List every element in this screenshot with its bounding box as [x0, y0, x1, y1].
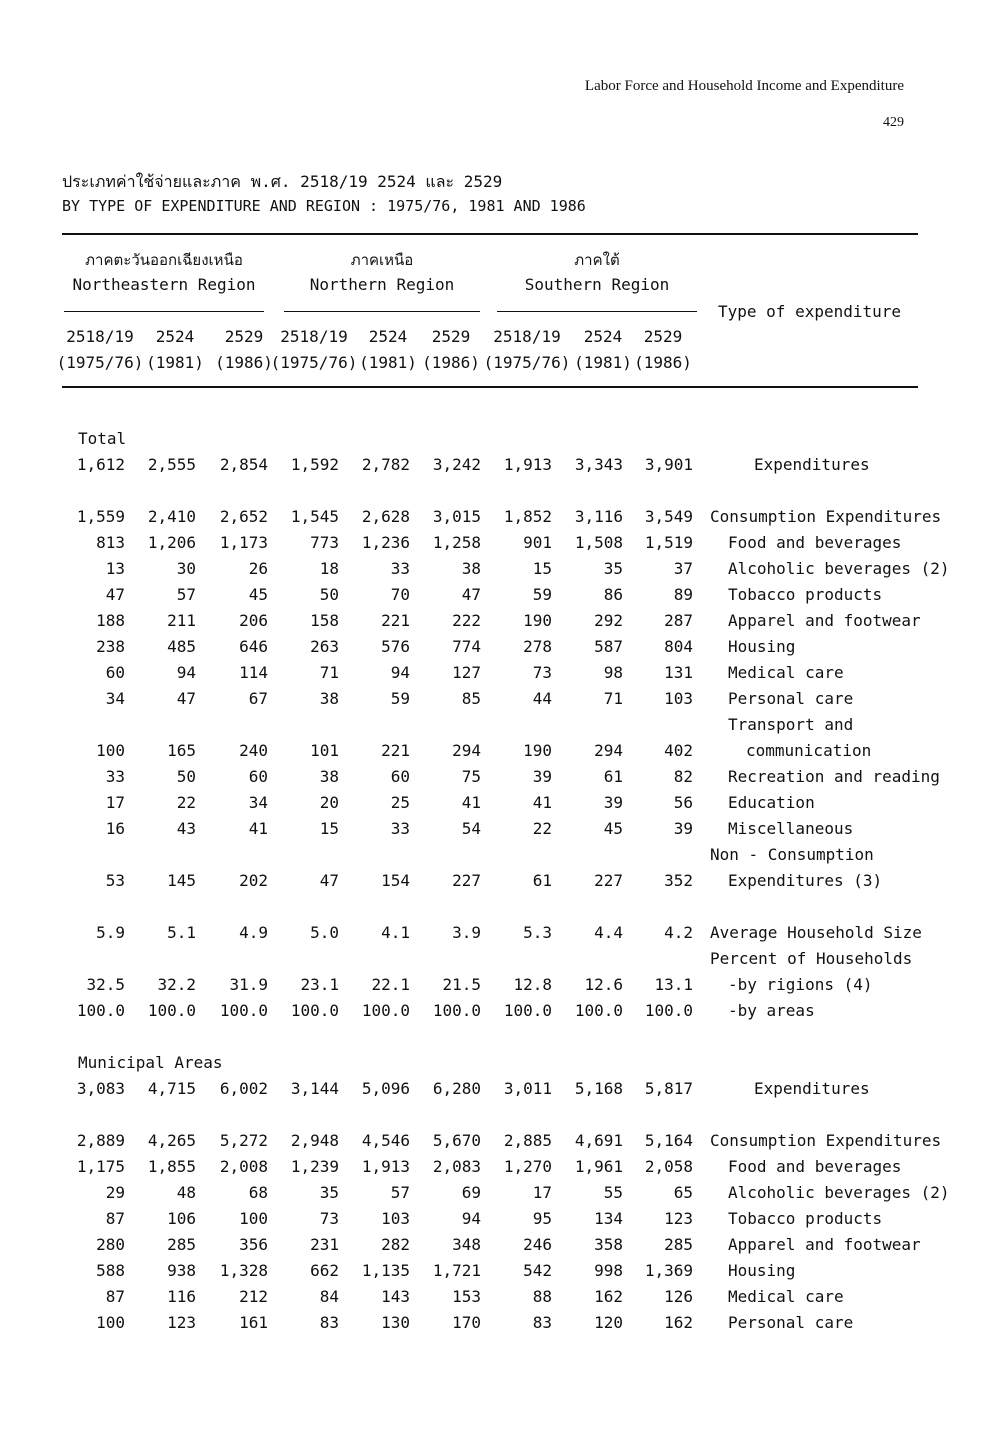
data-cell: 100.0	[361, 1001, 410, 1020]
data-cell: 47	[176, 689, 196, 708]
data-cell: 145	[167, 871, 196, 890]
data-cell: 75	[461, 767, 481, 786]
row-label: Non - Consumption	[710, 845, 874, 864]
data-cell: 71	[319, 663, 339, 682]
row-label: Percent of Households	[710, 949, 913, 968]
data-cell: 13	[105, 559, 125, 578]
data-cell: 41	[532, 793, 552, 812]
data-cell: 35	[319, 1183, 339, 1202]
data-cell: 22	[532, 819, 552, 838]
data-cell: 41	[461, 793, 481, 812]
data-cell: 3,116	[574, 507, 623, 526]
data-cell: 57	[390, 1183, 410, 1202]
data-cell: 294	[452, 741, 481, 760]
year-header-ad: (1981)	[146, 353, 204, 372]
data-cell: 352	[664, 871, 693, 890]
data-cell: 238	[96, 637, 125, 656]
data-cell: 120	[594, 1313, 623, 1332]
data-cell: 123	[167, 1313, 196, 1332]
data-cell: 32.5	[86, 975, 125, 994]
data-cell: 1,612	[76, 455, 125, 474]
year-header: 2518/19	[493, 327, 561, 346]
data-cell: 44	[532, 689, 552, 708]
data-cell: 5,096	[361, 1079, 410, 1098]
data-cell: 100.0	[503, 1001, 552, 1020]
data-cell: 50	[176, 767, 196, 786]
data-cell: 162	[664, 1313, 693, 1332]
data-cell: 3,083	[76, 1079, 125, 1098]
data-cell: 21.5	[442, 975, 481, 994]
data-cell: 3,549	[644, 507, 693, 526]
data-cell: 123	[664, 1209, 693, 1228]
year-header-ad: (1986)	[634, 353, 692, 372]
year-header: 2524	[368, 327, 408, 346]
row-label: Education	[728, 793, 815, 812]
data-cell: 1,519	[644, 533, 693, 552]
data-cell: 161	[239, 1313, 268, 1332]
data-cell: 94	[176, 663, 196, 682]
data-cell: 39	[673, 819, 693, 838]
data-cell: 48	[176, 1183, 196, 1202]
data-cell: 1,559	[76, 507, 125, 526]
row-label: Apparel and footwear	[728, 1235, 921, 1254]
data-cell: 901	[523, 533, 552, 552]
data-cell: 100	[96, 1313, 125, 1332]
region-rule-northern	[284, 311, 480, 312]
data-cell: 87	[105, 1209, 125, 1228]
section-heading: Municipal Areas	[78, 1053, 223, 1072]
data-cell: 202	[239, 871, 268, 890]
data-cell: 1,236	[361, 533, 410, 552]
data-cell: 348	[452, 1235, 481, 1254]
data-cell: 1,913	[361, 1157, 410, 1176]
data-cell: 55	[603, 1183, 623, 1202]
data-cell: 6,280	[432, 1079, 481, 1098]
data-cell: 2,555	[147, 455, 196, 474]
year-header: 2524	[155, 327, 195, 346]
data-cell: 29	[105, 1183, 125, 1202]
data-cell: 1,135	[361, 1261, 410, 1280]
data-cell: 285	[664, 1235, 693, 1254]
data-cell: 2,008	[219, 1157, 268, 1176]
data-cell: 2,652	[219, 507, 268, 526]
data-cell: 23.1	[300, 975, 339, 994]
region-header-english: Northeastern Region	[72, 275, 256, 294]
data-cell: 94	[461, 1209, 481, 1228]
data-cell: 20	[319, 793, 339, 812]
data-cell: 126	[664, 1287, 693, 1306]
data-cell: 65	[673, 1183, 693, 1202]
data-cell: 1,328	[219, 1261, 268, 1280]
data-cell: 84	[319, 1287, 339, 1306]
data-cell: 4.1	[381, 923, 410, 942]
data-cell: 4.4	[594, 923, 623, 942]
data-cell: 190	[523, 611, 552, 630]
data-cell: 292	[594, 611, 623, 630]
region-header-thai: ภาคเหนือ	[350, 251, 414, 269]
table-title-english: BY TYPE OF EXPENDITURE AND REGION : 1975/76, 1981 AND 1986	[62, 197, 586, 215]
data-cell: 2,058	[644, 1157, 693, 1176]
data-cell: 57	[176, 585, 196, 604]
data-cell: 114	[239, 663, 268, 682]
year-header: 2529	[224, 327, 264, 346]
data-cell: 83	[532, 1313, 552, 1332]
data-cell: 100.0	[219, 1001, 268, 1020]
data-cell: 2,410	[147, 507, 196, 526]
data-cell: 154	[381, 871, 410, 890]
data-cell: 100.0	[290, 1001, 339, 1020]
year-header-ad: (1986)	[215, 353, 273, 372]
data-cell: 82	[673, 767, 693, 786]
data-cell: 1,721	[432, 1261, 481, 1280]
data-cell: 3,144	[290, 1079, 339, 1098]
data-cell: 813	[96, 533, 125, 552]
data-cell: 211	[167, 611, 196, 630]
row-label: Medical care	[728, 663, 844, 682]
data-cell: 18	[319, 559, 339, 578]
data-cell: 4.9	[239, 923, 268, 942]
data-cell: 33	[390, 559, 410, 578]
data-cell: 71	[603, 689, 623, 708]
data-cell: 68	[248, 1183, 268, 1202]
data-cell: 1,173	[219, 533, 268, 552]
data-cell: 26	[248, 559, 268, 578]
region-header-thai: ภาคตะวันออกเฉียงเหนือ	[85, 251, 243, 269]
row-label: Recreation and reading	[728, 767, 940, 786]
row-label: -by rigions (4)	[728, 975, 873, 994]
data-cell: 2,782	[361, 455, 410, 474]
row-label: Housing	[728, 637, 796, 656]
data-cell: 127	[452, 663, 481, 682]
data-cell: 1,913	[503, 455, 552, 474]
data-cell: 47	[461, 585, 481, 604]
data-cell: 221	[381, 611, 410, 630]
data-cell: 73	[532, 663, 552, 682]
data-cell: 358	[594, 1235, 623, 1254]
data-cell: 43	[176, 819, 196, 838]
data-cell: 22.1	[371, 975, 410, 994]
row-label: Medical care	[728, 1287, 844, 1306]
data-cell: 100	[239, 1209, 268, 1228]
row-label: Apparel and footwear	[728, 611, 921, 630]
data-cell: 38	[461, 559, 481, 578]
data-cell: 1,852	[503, 507, 552, 526]
data-cell: 5.9	[96, 923, 125, 942]
year-header: 2518/19	[280, 327, 348, 346]
data-cell: 60	[248, 767, 268, 786]
year-header-ad: (1981)	[574, 353, 632, 372]
row-label: Alcoholic beverages (2)	[728, 559, 950, 578]
data-cell: 1,592	[290, 455, 339, 474]
data-cell: 116	[167, 1287, 196, 1306]
data-cell: 143	[381, 1287, 410, 1306]
data-cell: 33	[105, 767, 125, 786]
data-cell: 131	[664, 663, 693, 682]
data-cell: 2,889	[76, 1131, 125, 1150]
data-cell: 485	[167, 637, 196, 656]
data-cell: 4,691	[574, 1131, 623, 1150]
row-label: Expenditures	[754, 455, 870, 474]
data-cell: 50	[319, 585, 339, 604]
region-rule-southern	[497, 311, 697, 312]
data-cell: 100.0	[147, 1001, 196, 1020]
data-cell: 33	[390, 819, 410, 838]
row-label: Average Household Size	[710, 923, 922, 942]
data-cell: 56	[673, 793, 693, 812]
year-header-ad: (1986)	[422, 353, 480, 372]
data-cell: 588	[96, 1261, 125, 1280]
page-number: 429	[883, 115, 904, 130]
data-cell: 576	[381, 637, 410, 656]
data-cell: 47	[319, 871, 339, 890]
data-cell: 2,083	[432, 1157, 481, 1176]
data-cell: 4,546	[361, 1131, 410, 1150]
data-cell: 37	[673, 559, 693, 578]
data-cell: 39	[532, 767, 552, 786]
year-header-ad: (1975/76)	[56, 353, 144, 372]
data-cell: 1,855	[147, 1157, 196, 1176]
data-cell: 41	[248, 819, 268, 838]
data-cell: 38	[319, 689, 339, 708]
data-cell: 61	[603, 767, 623, 786]
row-label: communication	[746, 741, 872, 760]
data-cell: 5,168	[574, 1079, 623, 1098]
data-cell: 83	[319, 1313, 339, 1332]
data-cell: 100.0	[432, 1001, 481, 1020]
data-cell: 1,369	[644, 1261, 693, 1280]
data-cell: 35	[603, 559, 623, 578]
data-cell: 54	[461, 819, 481, 838]
year-header: 2529	[431, 327, 471, 346]
data-cell: 12.8	[513, 975, 552, 994]
data-cell: 88	[532, 1287, 552, 1306]
data-cell: 5,817	[644, 1079, 693, 1098]
data-cell: 100	[96, 741, 125, 760]
data-cell: 231	[310, 1235, 339, 1254]
data-cell: 73	[319, 1209, 339, 1228]
year-header: 2518/19	[66, 327, 134, 346]
data-cell: 4,715	[147, 1079, 196, 1098]
year-header: 2524	[583, 327, 623, 346]
data-cell: 31.9	[229, 975, 268, 994]
row-label: Expenditures	[754, 1079, 870, 1098]
data-cell: 170	[452, 1313, 481, 1332]
data-cell: 2,948	[290, 1131, 339, 1150]
row-label: Food and beverages	[728, 1157, 902, 1176]
data-cell: 100.0	[76, 1001, 125, 1020]
data-cell: 17	[105, 793, 125, 812]
row-label: Consumption Expenditures	[710, 507, 942, 526]
row-label: Personal care	[728, 1313, 854, 1332]
row-label: Food and beverages	[728, 533, 902, 552]
data-cell: 542	[523, 1261, 552, 1280]
row-label: Housing	[728, 1261, 796, 1280]
data-cell: 3,343	[574, 455, 623, 474]
region-rule-northeastern	[64, 311, 264, 312]
data-cell: 53	[105, 871, 125, 890]
data-cell: 100.0	[574, 1001, 623, 1020]
data-cell: 86	[603, 585, 623, 604]
data-cell: 278	[523, 637, 552, 656]
data-cell: 85	[461, 689, 481, 708]
data-cell: 13.1	[654, 975, 693, 994]
data-cell: 5.3	[523, 923, 552, 942]
data-cell: 1,270	[503, 1157, 552, 1176]
data-cell: 158	[310, 611, 339, 630]
data-cell: 130	[381, 1313, 410, 1332]
data-cell: 89	[673, 585, 693, 604]
data-cell: 87	[105, 1287, 125, 1306]
data-cell: 1,961	[574, 1157, 623, 1176]
data-cell: 1,258	[432, 533, 481, 552]
data-cell: 282	[381, 1235, 410, 1254]
type-of-expenditure-header: Type of expenditure	[718, 302, 902, 321]
row-label: Personal care	[728, 689, 854, 708]
data-cell: 61	[532, 871, 552, 890]
data-cell: 60	[105, 663, 125, 682]
data-cell: 1,239	[290, 1157, 339, 1176]
data-cell: 804	[664, 637, 693, 656]
data-cell: 5.1	[167, 923, 196, 942]
row-label: -by areas	[728, 1001, 815, 1020]
data-cell: 222	[452, 611, 481, 630]
data-cell: 246	[523, 1235, 552, 1254]
data-cell: 1,175	[76, 1157, 125, 1176]
data-cell: 774	[452, 637, 481, 656]
row-label: Miscellaneous	[728, 819, 854, 838]
data-cell: 402	[664, 741, 693, 760]
data-cell: 998	[594, 1261, 623, 1280]
data-cell: 263	[310, 637, 339, 656]
data-cell: 67	[248, 689, 268, 708]
data-cell: 69	[461, 1183, 481, 1202]
data-cell: 34	[248, 793, 268, 812]
data-cell: 188	[96, 611, 125, 630]
data-cell: 240	[239, 741, 268, 760]
data-cell: 1,206	[147, 533, 196, 552]
data-cell: 12.6	[584, 975, 623, 994]
data-cell: 134	[594, 1209, 623, 1228]
data-cell: 287	[664, 611, 693, 630]
data-cell: 34	[105, 689, 125, 708]
data-cell: 38	[319, 767, 339, 786]
data-cell: 3,011	[503, 1079, 552, 1098]
row-label: Consumption Expenditures	[710, 1131, 942, 1150]
data-cell: 2,854	[219, 455, 268, 474]
data-cell: 356	[239, 1235, 268, 1254]
data-cell: 6,002	[219, 1079, 268, 1098]
running-head: Labor Force and Household Income and Expenditure	[584, 78, 904, 94]
region-header-thai: ภาคใต้	[574, 251, 620, 269]
data-cell: 227	[594, 871, 623, 890]
data-cell: 165	[167, 741, 196, 760]
year-header-ad: (1981)	[359, 353, 417, 372]
data-cell: 212	[239, 1287, 268, 1306]
row-label: Tobacco products	[728, 585, 883, 604]
data-cell: 153	[452, 1287, 481, 1306]
data-cell: 2,885	[503, 1131, 552, 1150]
region-header-english: Southern Region	[524, 275, 670, 294]
data-cell: 1,508	[574, 533, 623, 552]
data-cell: 103	[381, 1209, 410, 1228]
data-cell: 5,164	[644, 1131, 693, 1150]
row-label: Tobacco products	[728, 1209, 883, 1228]
data-cell: 15	[532, 559, 552, 578]
data-cell: 587	[594, 637, 623, 656]
data-cell: 45	[248, 585, 268, 604]
year-header-ad: (1975/76)	[483, 353, 571, 372]
data-cell: 106	[167, 1209, 196, 1228]
data-cell: 4,265	[147, 1131, 196, 1150]
data-cell: 103	[664, 689, 693, 708]
data-cell: 227	[452, 871, 481, 890]
data-cell: 280	[96, 1235, 125, 1254]
data-cell: 15	[319, 819, 339, 838]
data-cell: 45	[603, 819, 623, 838]
data-cell: 773	[310, 533, 339, 552]
data-cell: 100.0	[644, 1001, 693, 1020]
data-cell: 285	[167, 1235, 196, 1254]
data-cell: 17	[532, 1183, 552, 1202]
data-cell: 22	[176, 793, 196, 812]
year-header-ad: (1975/76)	[270, 353, 358, 372]
data-cell: 25	[390, 793, 410, 812]
data-cell: 294	[594, 741, 623, 760]
data-cell: 60	[390, 767, 410, 786]
data-cell: 938	[167, 1261, 196, 1280]
row-label: Alcoholic beverages (2)	[728, 1183, 950, 1202]
data-cell: 3.9	[452, 923, 481, 942]
data-cell: 5,670	[432, 1131, 481, 1150]
year-header: 2529	[643, 327, 683, 346]
data-cell: 162	[594, 1287, 623, 1306]
data-cell: 94	[390, 663, 410, 682]
data-cell: 221	[381, 741, 410, 760]
data-cell: 3,015	[432, 507, 481, 526]
data-cell: 5,272	[219, 1131, 268, 1150]
top-rule	[62, 233, 918, 235]
row-label: Expenditures (3)	[728, 871, 883, 890]
data-cell: 4.2	[664, 923, 693, 942]
data-cell: 47	[105, 585, 125, 604]
data-cell: 101	[310, 741, 339, 760]
data-cell: 3,242	[432, 455, 481, 474]
data-cell: 206	[239, 611, 268, 630]
data-cell: 32.2	[157, 975, 196, 994]
data-cell: 646	[239, 637, 268, 656]
region-header-english: Northern Region	[309, 275, 455, 294]
data-cell: 30	[176, 559, 196, 578]
data-cell: 95	[532, 1209, 552, 1228]
data-cell: 5.0	[310, 923, 339, 942]
data-cell: 662	[310, 1261, 339, 1280]
data-cell: 70	[390, 585, 410, 604]
data-cell: 16	[105, 819, 125, 838]
data-cell: 39	[603, 793, 623, 812]
row-label: Transport and	[728, 715, 854, 734]
data-cell: 59	[390, 689, 410, 708]
section-heading: Total	[78, 429, 127, 448]
data-cell: 98	[603, 663, 623, 682]
header-bottom-rule	[62, 386, 918, 388]
data-cell: 2,628	[361, 507, 410, 526]
data-cell: 190	[523, 741, 552, 760]
data-cell: 59	[532, 585, 552, 604]
table-title-thai: ประเภทค่าใช้จ่ายและภาค พ.ศ. 2518/19 2524 และ 2529	[62, 172, 503, 191]
data-cell: 1,545	[290, 507, 339, 526]
data-cell: 3,901	[644, 455, 693, 474]
